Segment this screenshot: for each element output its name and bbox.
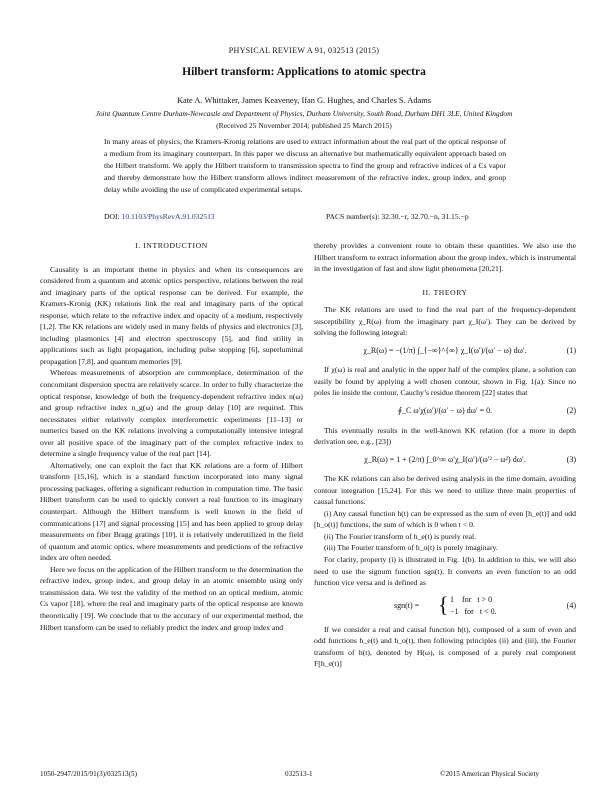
property-i: (i) Any causal function h(t) can be expressed as the sum of even [h_e(t)] and odd [h_o(t)] functions, the sum of which is 0 when t < 0. [314,508,576,530]
equation-2-number: (2) [566,406,576,416]
theory-paragraph-3: This eventually results in the well-known KK relation (for a more in depth derivation see, e.g., [23]) [314,425,576,447]
intro-paragraph-1: Causality is an important theme in physics and when its consequences are considered from a quantum and atomic optics perspective, relations between the real and imaginary parts of the optical response can be derived. For example, the Kramers-Kronig (KK) relations link the real and imaginary parts of the optical response, which relate to the refractive index and opacity of a medium, respectively [1,2]. The KK relations are widely used in many fields of physics and electronics [3], including plasmonics [4] and electron spectroscopy [5], and find utility in applications such as light propagation, including pulse stopping [6], superluminal propagation [7,8], and quantum memories [9]. [40,264,303,366]
theory-paragraph-5: For clarity, property (i) is illustrated in Fig. 1(b). In addition to this, we will also need to use the signum function sgn(t). It converts an even function to an odd function vice versa and is defined as [314,555,576,588]
footer-issn: 1050-2947/2015/91(3)/032513(5) [40,770,138,778]
footer-page-number: 032513-1 [285,770,313,778]
equation-4-number: (4) [566,600,576,610]
section-heading-introduction: I. INTRODUCTION [135,241,208,250]
doi-label: DOI: [104,212,120,221]
equation-4 [314,591,576,618]
equation-4-brace: { [438,591,449,617]
theory-lead-in: thereby provides a convenient route to obtain these quantities. We also use the Hilbert transform to extract information about the group index, which is instrumental in the investigation of fast and slow light phenomena [20,21]. [314,241,576,274]
equation-4-case-1: 1 for t > 0 [450,594,493,604]
property-ii: (ii) The Fourier transform of h_e(t) is purely real. [324,531,477,541]
theory-paragraph-6: If we consider a real and causal function h(t), composed of a sum of even and odd functions h_e(t) and h_o(t), then following principles (ii) and (iii), the Fourier transform of h(t), denoted by H(ω), is composed of a purely real component F[h_e(t)] [314,624,576,669]
author-list: Kate A. Whittaker, James Keaveney, Ifan G. Hughes, and Charles S. Adams [176,96,432,105]
received-date: (Received 25 November 2014; published 25 March 2015) [216,121,392,130]
theory-paragraph-2: If χ(ω) is real and analytic in the upper half of the complex plane, a solution can easily be found by applying a well chosen contour, shown in Fig. 1(a). Since no poles lie inside the contour, Cauchy’s residue theorem [22] states that [314,365,576,398]
property-iii: (iii) The Fourier transform of h_o(t) is purely imaginary. [324,543,498,553]
equation-3-number: (3) [566,454,576,464]
theory-paragraph-4: The KK relations can also be derived using analysis in the time domain, avoiding contour integration [15,24]. For this we need to utilize three main properties of causal functions. [314,474,576,507]
footer-copyright: ©2015 American Physical Society [440,770,540,778]
intro-paragraph-2: Whereas measurements of absorption are commonplace, determination of the concomitant dispersion spectra are relatively scarce. In order to fully characterize the optical response, knowledge of both the frequency-dependent refractive index n(ω) and group refractive index n_g(ω) and the group delay [10] are required. This necessitates either relatively complex interferometric experiments [11–13] or numerics based on the KK relations involving a computationally intensive integral over all positive space of the imaginary part of the complex refractive index to determine a single frequency value of the real part [14]. [40,368,303,459]
equation-1-body: χ_R(ω) = −(1/π) ∫_{−∞}^{∞} χ_I(ω′)/(ω′ − ω) dω′. [363,345,527,355]
theory-paragraph-1: The KK relations are used to find the real part of the frequency-dependent susceptibility χ_R(ω) from the imaginary part χ_I(ω′). They can be derived by solving the following integral: [314,305,576,338]
pacs-numbers: PACS number(s): 32.30.−r, 32.70.−n, 31.15.−p [326,212,469,221]
equation-2 [314,405,576,417]
equation-3 [314,454,576,466]
intro-paragraph-3: Alternatively, one can exploit the fact that KK relations are a form of Hilbert transform [15,16], which is a standard function incorporated into many signal processing packages, offering a significant reduction in computation time. The basic Hilbert transform can be used to quickly convert a real function to its imaginary counterpart. Although the Hilbert transform is well known in the field of communications [17] and signal processing [15] and has been applied to group delay measurements on fiber Bragg gratings [10], it is relatively underutilized in the field of quantum and atomic optics, where measurements and predictions of the refractive index are often needed. [40,460,303,563]
equation-4-case-2: −1 for t < 0. [450,606,497,616]
section-heading-theory: II. THEORY [422,287,468,297]
doi-line [104,212,215,221]
equation-1 [314,345,576,357]
abstract: In many areas of physics, the Kramers-Kronig relations are used to extract information about the real part of the optical response of a medium from its imaginary counterpart. In this paper we discuss an alternative but mathematically equivalent approach based on the Hilbert transform. We apply the Hilbert transform to transmission spectra to find the group and refractive indices of a Cs vapor and thereby demonstrate how the Hilbert transform allows indirect measurement of the refractive index, group index, and group delay while avoiding the use of complicated experimental setups. [104,137,506,195]
equation-4-lhs: sgn(t) = [394,600,420,610]
affiliation: Joint Quantum Centre Durham-Newcastle and Department of Physics, Durham University, South Road, Durham DH1 3LE, United Kingdom [95,109,513,118]
equation-3-body: χ_R(ω) = 1 + (2/π) ∫_0^∞ ω′χ_I(ω′)/(ω′² − ω²) dω′. [364,454,526,464]
journal-header: PHYSICAL REVIEW A 91, 032513 (2015) [228,46,380,55]
equation-2-body: ∮_C ω′χ(ω′)/(ω′ − ω) dω′ = 0. [397,406,493,416]
equation-1-number: (1) [566,345,576,355]
right-column [314,240,576,670]
intro-paragraph-4: Here we focus on the application of the Hilbert transform to the determination the refractive index, group index, and group delay in an atomic ensemble using only transmission data. We test the validity of the method on an optical medium, atomic Cs vapor [18], where the real and imaginary parts of the optical response are known theoretically [19]. We conclude that to the accuracy of our experimental method, the Hilbert transform can be used to reliably predict the index and group index and [40,564,303,632]
doi-link[interactable]: 10.1103/PhysRevA.91.032513 [121,212,215,221]
paper-title: Hilbert transform: Applications to atomic spectra [182,66,426,78]
left-column [40,240,303,633]
